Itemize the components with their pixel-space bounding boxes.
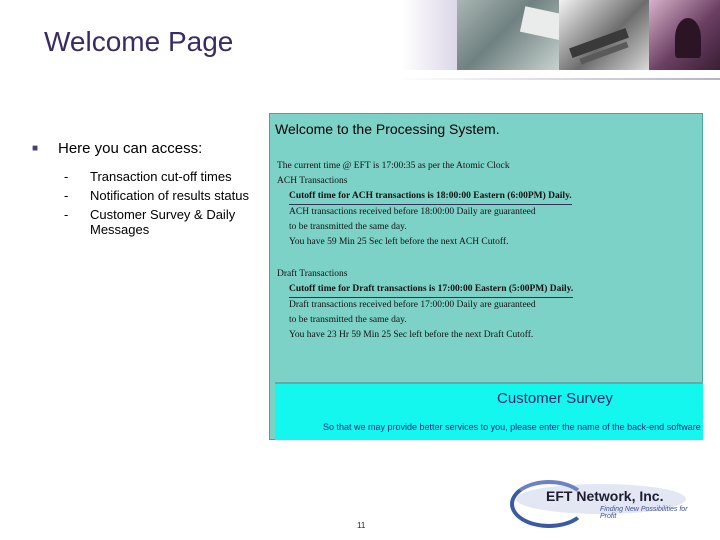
draft-guarantee-text-2: to be transmitted the same day. xyxy=(289,315,407,325)
header-photo-fade xyxy=(402,0,457,70)
survey-title: Customer Survey xyxy=(497,390,613,407)
header-photo-keyboard xyxy=(559,0,649,70)
sub-bullet-item xyxy=(32,169,272,184)
header-photo-strip xyxy=(402,0,720,70)
page-number: 11 xyxy=(357,521,366,530)
logo-name: EFT Network, Inc. xyxy=(546,488,664,504)
eft-network-logo xyxy=(510,476,690,526)
draft-title: Draft Transactions xyxy=(277,269,348,279)
sub-bullet-item xyxy=(32,207,272,237)
sub-bullet-text: Notification of results status xyxy=(90,188,249,203)
draft-remaining-time: You have 23 Hr 59 Min 25 Sec left before the next Draft Cutoff. xyxy=(289,330,534,340)
dash-bullet-icon: - xyxy=(64,207,69,222)
header-photo-person xyxy=(649,0,720,70)
ach-section xyxy=(277,174,572,250)
header-photo-documents xyxy=(457,0,559,70)
ach-remaining-time: You have 59 Min 25 Sec left before the next ACH Cutoff. xyxy=(289,237,509,247)
ach-title: ACH Transactions xyxy=(277,176,348,186)
dash-bullet-icon: - xyxy=(64,188,69,203)
draft-section xyxy=(277,267,573,343)
draft-cutoff-text: Cutoff time for Draft transactions is 17:00:00 Eastern (5:00PM) Daily. xyxy=(289,282,573,298)
draft-guarantee-text: Draft transactions received before 17:00:00 Daily are guaranteed xyxy=(289,300,536,310)
bullet-intro-text: Here you can access: xyxy=(58,140,203,157)
header-divider xyxy=(0,78,720,80)
sub-bullet-text: Customer Survey & Daily Messages xyxy=(90,207,236,237)
processing-system-screenshot xyxy=(269,113,703,440)
bullet-list xyxy=(32,140,272,241)
square-bullet-icon: ■ xyxy=(32,143,39,154)
page-title: Welcome Page xyxy=(44,26,234,57)
sub-bullet-item xyxy=(32,188,272,203)
ach-guarantee-text: ACH transactions received before 18:00:00 Daily are guaranteed xyxy=(289,207,536,217)
bullet-item xyxy=(32,140,272,157)
dash-bullet-icon: - xyxy=(64,169,69,184)
survey-description: So that we may provide better services to you, please enter the name of the back-end software xyxy=(323,422,701,432)
sub-bullet-text: Transaction cut-off times xyxy=(90,169,232,184)
ach-cutoff-text: Cutoff time for ACH transactions is 18:00:00 Eastern (6:00PM) Daily. xyxy=(289,189,572,205)
screenshot-heading: Welcome to the Processing System. xyxy=(275,121,500,137)
person-silhouette-image xyxy=(675,18,701,58)
logo-tagline: Finding New Possibilities for Profit xyxy=(600,506,688,520)
customer-survey-panel xyxy=(275,384,703,440)
sub-bullet-list xyxy=(32,169,272,237)
ach-guarantee-text-2: to be transmitted the same day. xyxy=(289,222,407,232)
atomic-clock-text: The current time @ EFT is 17:00:35 as per the Atomic Clock xyxy=(277,161,510,171)
